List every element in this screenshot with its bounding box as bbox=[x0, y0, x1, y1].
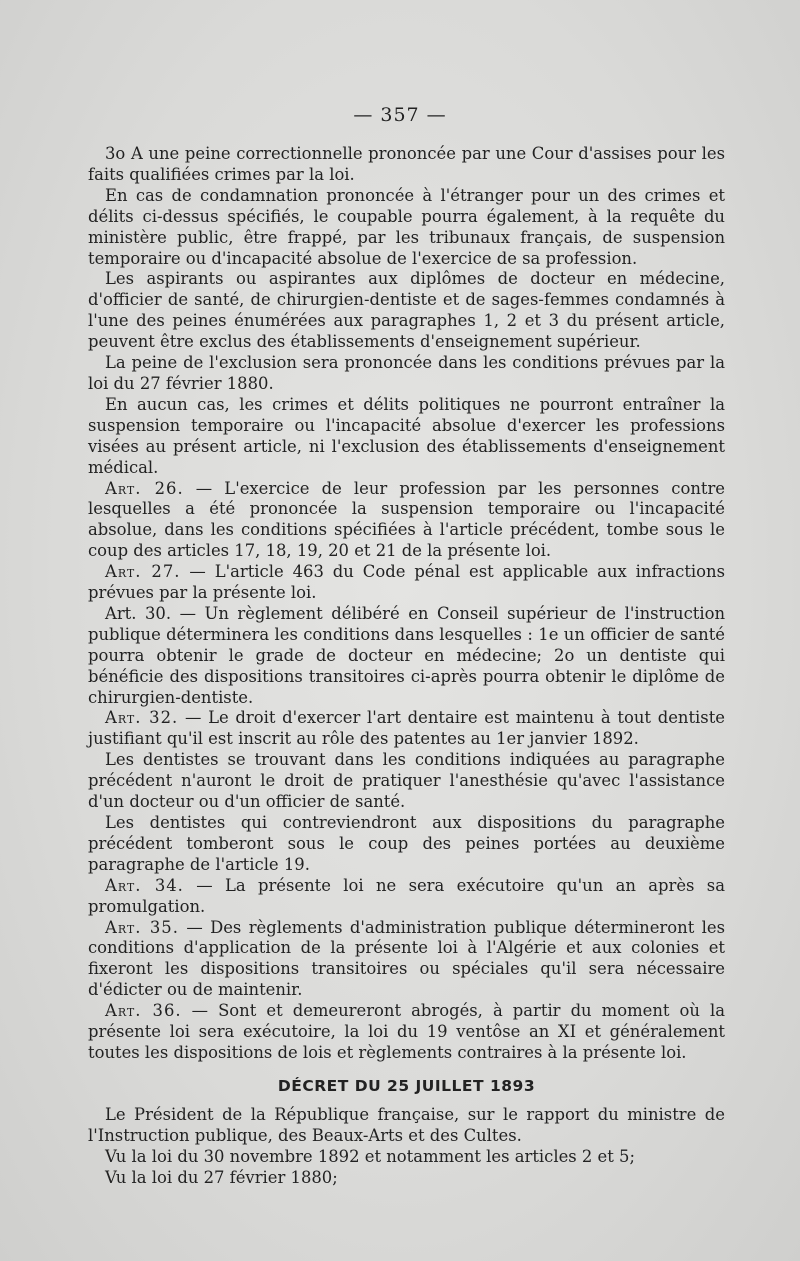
article-label: Art. 30. bbox=[105, 603, 172, 623]
paragraph: Vu la loi du 27 février 1880; bbox=[105, 1167, 338, 1187]
article-26 bbox=[88, 479, 725, 563]
article-35 bbox=[88, 918, 725, 1002]
paragraph: En aucun cas, les crimes et délits politiques ne pourront entraîner la suspension temporaire ou l'incapacité absolue d'exercer les professions visées au présent article, ni l'exclusion des établissements d'enseignement médical. bbox=[88, 394, 725, 477]
article-text: — Des règlements d'administration publique détermineront les conditions d'application de la présente loi à l'Algérie et aux colonies et fixeront les dispositions transitoires ou spéciales qu'il sera nécessaire d'édicter ou de maintenir. bbox=[88, 917, 726, 1000]
paragraph: Les aspirants ou aspirantes aux diplômes de docteur en médecine, d'officier de santé, de chirurgien-dentiste et de sages-femmes condamnés à l'une des peines énumérées aux paragraphes 1, 2 et 3 du présent article, peuvent être exclus des établissements d'enseignement supérieur. bbox=[88, 269, 725, 352]
article-34 bbox=[88, 876, 725, 918]
paragraph: En cas de condamnation prononcée à l'étranger pour un des crimes et délits ci-dessus spécifiés, le coupable pourra également, à la requête du ministère public, être frappé, par les tribunaux français, de suspension temporaire ou d'incapacité absolue de l'exercice de sa profession. bbox=[88, 185, 725, 268]
paragraph: La peine de l'exclusion sera prononcée dans les conditions prévues par la loi du 27 février 1880. bbox=[88, 353, 725, 393]
paragraph: Les dentistes se trouvant dans les conditions indiquées au paragraphe précédent n'auront le droit de pratiquer l'anesthésie qu'avec l'assistance d'un docteur ou d'un officier de santé. bbox=[88, 750, 725, 812]
article-label: Art. 34. bbox=[105, 875, 184, 895]
article-36 bbox=[88, 1001, 725, 1064]
article-text: — L'exercice de leur profession par les personnes contre lesquelles a été prononcée la suspension temporaire ou l'incapacité absolue, dans les conditions spécifiées à l'article précédent, tombe sous le coup des articles 17, 18, 19, 20 et 21 de la présente loi. bbox=[88, 478, 725, 561]
decree-heading: DÉCRET DU 25 JUILLET 1893 bbox=[277, 1076, 536, 1095]
article-text: — L'article 463 du Code pénal est applicable aux infractions prévues par la présente loi. bbox=[88, 562, 726, 603]
paragraph: Les dentistes qui contreviendront aux dispositions du paragraphe précédent tomberont sous le coup des peines portées au deuxième paragraphe de l'article 19. bbox=[88, 813, 725, 874]
document-body bbox=[88, 144, 725, 1188]
article-label: Art. 27. bbox=[105, 562, 181, 582]
article-32 bbox=[88, 708, 725, 750]
page-number: — 357 — bbox=[353, 104, 447, 126]
article-label: Art. 35. bbox=[105, 917, 179, 937]
article-text: — Un règlement délibéré en Conseil supérieur de l'instruction publique déterminera les conditions dans lesquelles : 1e un officier de santé pourra obtenir le grade de docteur en médecine; 2o un dentiste qui bénéficie des dispositions transitoires ci-après pourra obtenir le diplôme de chirurgien-dentiste. bbox=[88, 603, 725, 707]
article-label: Art. 26. bbox=[105, 478, 184, 498]
article-30 bbox=[88, 604, 725, 709]
paragraph: 3o A une peine correctionnelle prononcée par une Cour d'assises pour les faits qualifiées crimes par la loi. bbox=[88, 144, 725, 184]
paragraph: Le Président de la République française, sur le rapport du ministre de l'Instruction publique, des Beaux-Arts et des Cultes. bbox=[88, 1104, 725, 1145]
article-text: — La présente loi ne sera exécutoire qu'un an après sa promulgation. bbox=[88, 875, 725, 916]
article-text: — Le droit d'exercer l'art dentaire est maintenu à tout dentiste justifiant qu'il est inscrit au rôle des patentes au 1er janvier 1892. bbox=[88, 708, 725, 749]
paragraph: Vu la loi du 30 novembre 1892 et notamment les articles 2 et 5; bbox=[105, 1146, 635, 1166]
article-text: — Sont et demeureront abrogés, à partir du moment où la présente loi sera exécutoire, la loi du 19 ventôse an XI et généralement toutes les dispositions de lois et règlements contraires à la présente loi. bbox=[88, 1001, 725, 1062]
article-label: Art. 36. bbox=[105, 1001, 182, 1021]
article-27 bbox=[88, 562, 725, 604]
article-label: Art. 32. bbox=[105, 708, 179, 728]
